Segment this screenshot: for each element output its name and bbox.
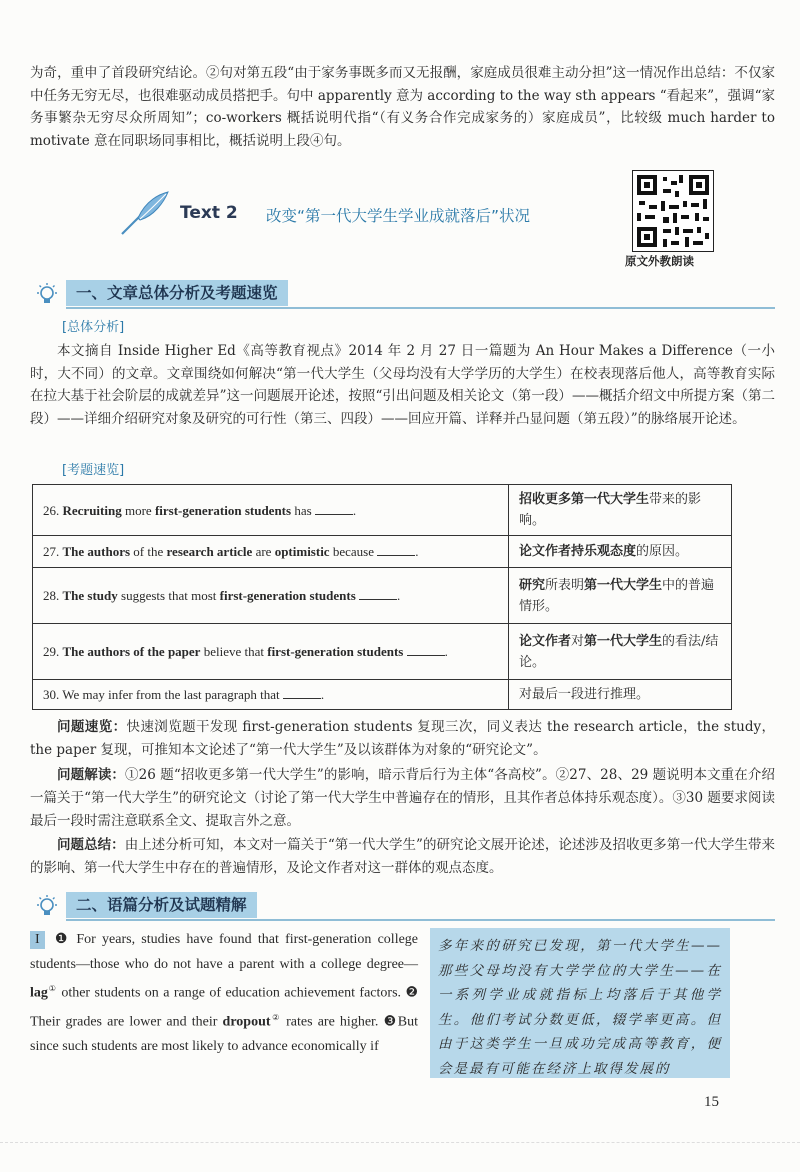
- qr-caption: 原文外教朗读: [625, 254, 694, 268]
- question-cell: 30. We may infer from the last paragraph that .: [33, 680, 509, 710]
- lightbulb-icon: [34, 282, 60, 308]
- translation-text: 多年来的研究已发现，第一代大学生——那些父母均没有大学学位的大学生——在一系列学业成就指标上均落后于其他学生。他们考试分数更低，辍学率更高。但由于这类学生一旦成功完成高等教育，便会是最有可能在经济上取得发展的: [438, 938, 722, 1077]
- text-title: 改变“第一代大学生学业成就落后”状况: [266, 207, 531, 225]
- section-1-rule: [66, 307, 775, 309]
- question-cell: 29. The authors of the paper believe that first-generation students .: [33, 624, 509, 680]
- question-preview-table: [32, 484, 732, 710]
- question-preview-tag: [考题速览]: [62, 463, 125, 478]
- note-quick-view: 问题速览：快速浏览题干发现 first-generation students 复现三次，同义表达 the research article，the study，the paper 复现，可推知本文论述了“第一代大学生”及以该群体为对象的“研究论文”。: [30, 719, 776, 758]
- sentence-number: ❸: [383, 1014, 398, 1030]
- table-row: [33, 536, 732, 568]
- qr-code-icon[interactable]: [632, 170, 714, 252]
- question-note-cell: 论文作者持乐观态度的原因。: [509, 536, 732, 568]
- page-number: 15: [704, 1094, 719, 1110]
- question-note-cell: 招收更多第一代大学生带来的影响。: [509, 485, 732, 536]
- section-2-title: 二、语篇分析及试题精解: [66, 892, 257, 918]
- table-row: [33, 680, 732, 710]
- question-cell: 26. Recruiting more first-generation students has .: [33, 485, 509, 536]
- page-edge-rule: [0, 1142, 800, 1143]
- sentence-number: ❷: [405, 985, 419, 1001]
- table-row: [33, 568, 732, 624]
- table-row: [33, 624, 732, 680]
- note-summary: 问题总结：由上述分析可知，本文对一篇关于“第一代大学生”的研究论文展开论述，论述涉及招收更多第一代大学生带来的影响、第一代大学生中存在的普遍情形，及论文作者对这一群体的观点态度。: [30, 837, 776, 876]
- lightbulb-icon: [34, 894, 60, 920]
- paragraph-marker: I: [30, 931, 45, 949]
- question-note-cell: 对最后一段进行推理。: [509, 680, 732, 710]
- passage-paragraph-1: I ❶ For years, studies have found that first-generation college students—those who do not have a parent with a college degree—lag① other students on a range of education achievement factors. ❷ Their grades are lower and their dropout② rates are higher. ❸But since such students are most likely to advance economically if: [30, 932, 419, 1055]
- table-row: [33, 485, 732, 536]
- note-interpretation: 问题解读：①26 题“招收更多第一代大学生”的影响，暗示背后行为主体“各高校”。②27、28、29 题说明本文重在介绍一篇关于“第一代大学生”的研究论文（讨论了第一代大学生中普遍存在的情形，且其作者总体持乐观态度）。③30 题要求阅读最后一段时需注意联系全文、提取言外之意。: [30, 767, 776, 829]
- section-2-rule: [66, 919, 775, 921]
- translation-box: [430, 928, 730, 1078]
- intro-paragraph: 为奇，重申了首段研究结论。②句对第五段“由于家务事既多而又无报酬，家庭成员很难主动分担”这一情况作出总结：不仅家中任务无穷无尽，也很难驱动成员搭把手。句中 apparently 意为 according to the way sth appears “看起来”，强调“家务事繁杂无穷尽众所周知”；co-workers 概括说明代指“（有义务合作完成家务的）家庭成员”，比较级 much harder to motivate 意在同职场同事相比，概括说明上段④句。: [30, 65, 775, 149]
- section-1-title: 一、文章总体分析及考题速览: [66, 280, 288, 306]
- sentence-number: ❶: [54, 932, 71, 947]
- question-cell: 27. The authors of the research article are optimistic because .: [33, 536, 509, 568]
- overall-analysis-text: 本文摘自 Inside Higher Ed《高等教育视点》2014 年 2 月 27 日一篇题为 An Hour Makes a Difference（一小时，大不同）的文章。文章围绕如何解决“第一代大学生（父母均没有大学学历的大学生）在校表现落后他人，高等教育实际在拉大基于社会阶层的成就差异”这一问题展开论述，按照“引出问题及相关论文（第一段）——概括介绍文中所提方案（第二段）——详细介绍研究对象及研究的可行性（第三、四段）——回应开篇、详释并凸显问题（第五段）”的脉络展开论述。: [30, 343, 775, 427]
- overall-analysis-tag: [总体分析]: [62, 320, 125, 335]
- question-cell: 28. The study suggests that most first-generation students .: [33, 568, 509, 624]
- text-label: Text 2: [180, 203, 238, 223]
- question-note-cell: 论文作者对第一代大学生的看法/结论。: [509, 624, 732, 680]
- question-note-cell: 研究所表明第一代大学生中的普遍情形。: [509, 568, 732, 624]
- section-2-heading: [30, 892, 775, 920]
- quill-pen-icon: [118, 190, 170, 238]
- section-1-heading: [30, 280, 775, 308]
